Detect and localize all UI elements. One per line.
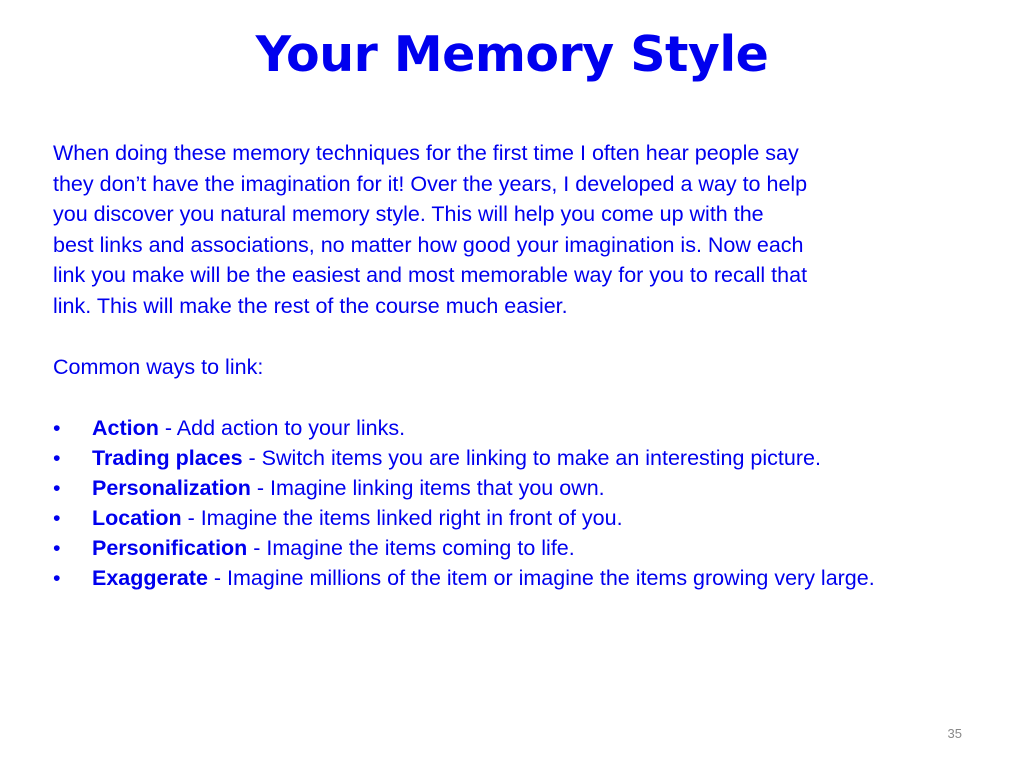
bullet-list — [53, 413, 973, 593]
paragraph-spacer — [53, 322, 973, 353]
bullet-term: Location — [92, 506, 182, 531]
intro-line: link you make will be the easiest and most memorable way for you to recall that — [53, 263, 808, 288]
bullet-term: Trading places — [92, 446, 243, 471]
bullet-item — [53, 413, 973, 443]
intro-line: link. This will make the rest of the course much easier. — [53, 293, 568, 318]
bullet-icon: • — [53, 416, 61, 441]
intro-paragraph — [53, 138, 973, 322]
bullet-description: - Imagine millions of the item or imagine the items growing very large. — [207, 566, 875, 591]
bullet-icon: • — [53, 476, 61, 501]
bullet-icon: • — [53, 566, 61, 591]
bullet-item — [53, 533, 973, 563]
bullet-item — [53, 473, 973, 503]
bullet-item — [53, 563, 973, 593]
bullet-icon: • — [53, 446, 61, 471]
bullet-description: - Imagine the items coming to life. — [247, 536, 575, 561]
bullet-icon: • — [53, 536, 61, 561]
bullet-term: Personalization — [92, 476, 251, 501]
intro-line: best links and associations, no matter how good your imagination is. Now each — [53, 232, 804, 257]
bullet-item — [53, 503, 973, 533]
intro-line: you discover you natural memory style. This will help you come up with the — [53, 202, 764, 227]
bullet-icon: • — [53, 506, 61, 531]
slide-body — [53, 138, 973, 593]
subheading: Common ways to link: — [53, 355, 264, 380]
bullet-description: - Switch items you are linking to make an interesting picture. — [242, 446, 821, 471]
bullet-description: - Imagine linking items that you own. — [250, 476, 605, 501]
intro-line: When doing these memory techniques for the first time I often hear people say — [53, 141, 799, 165]
bullet-description: - Imagine the items linked right in front of you. — [181, 506, 623, 531]
paragraph-spacer — [53, 383, 973, 414]
page-number: 35 — [947, 726, 962, 741]
intro-line: they don’t have the imagination for it! Over the years, I developed a way to help — [53, 171, 808, 196]
bullet-item — [53, 443, 973, 473]
slide-title: Your Memory Style — [255, 26, 769, 83]
bullet-term: Action — [92, 416, 159, 441]
bullet-term: Exaggerate — [92, 566, 208, 591]
bullet-term: Personification — [92, 536, 248, 561]
bullet-description: - Add action to your links. — [158, 416, 406, 441]
